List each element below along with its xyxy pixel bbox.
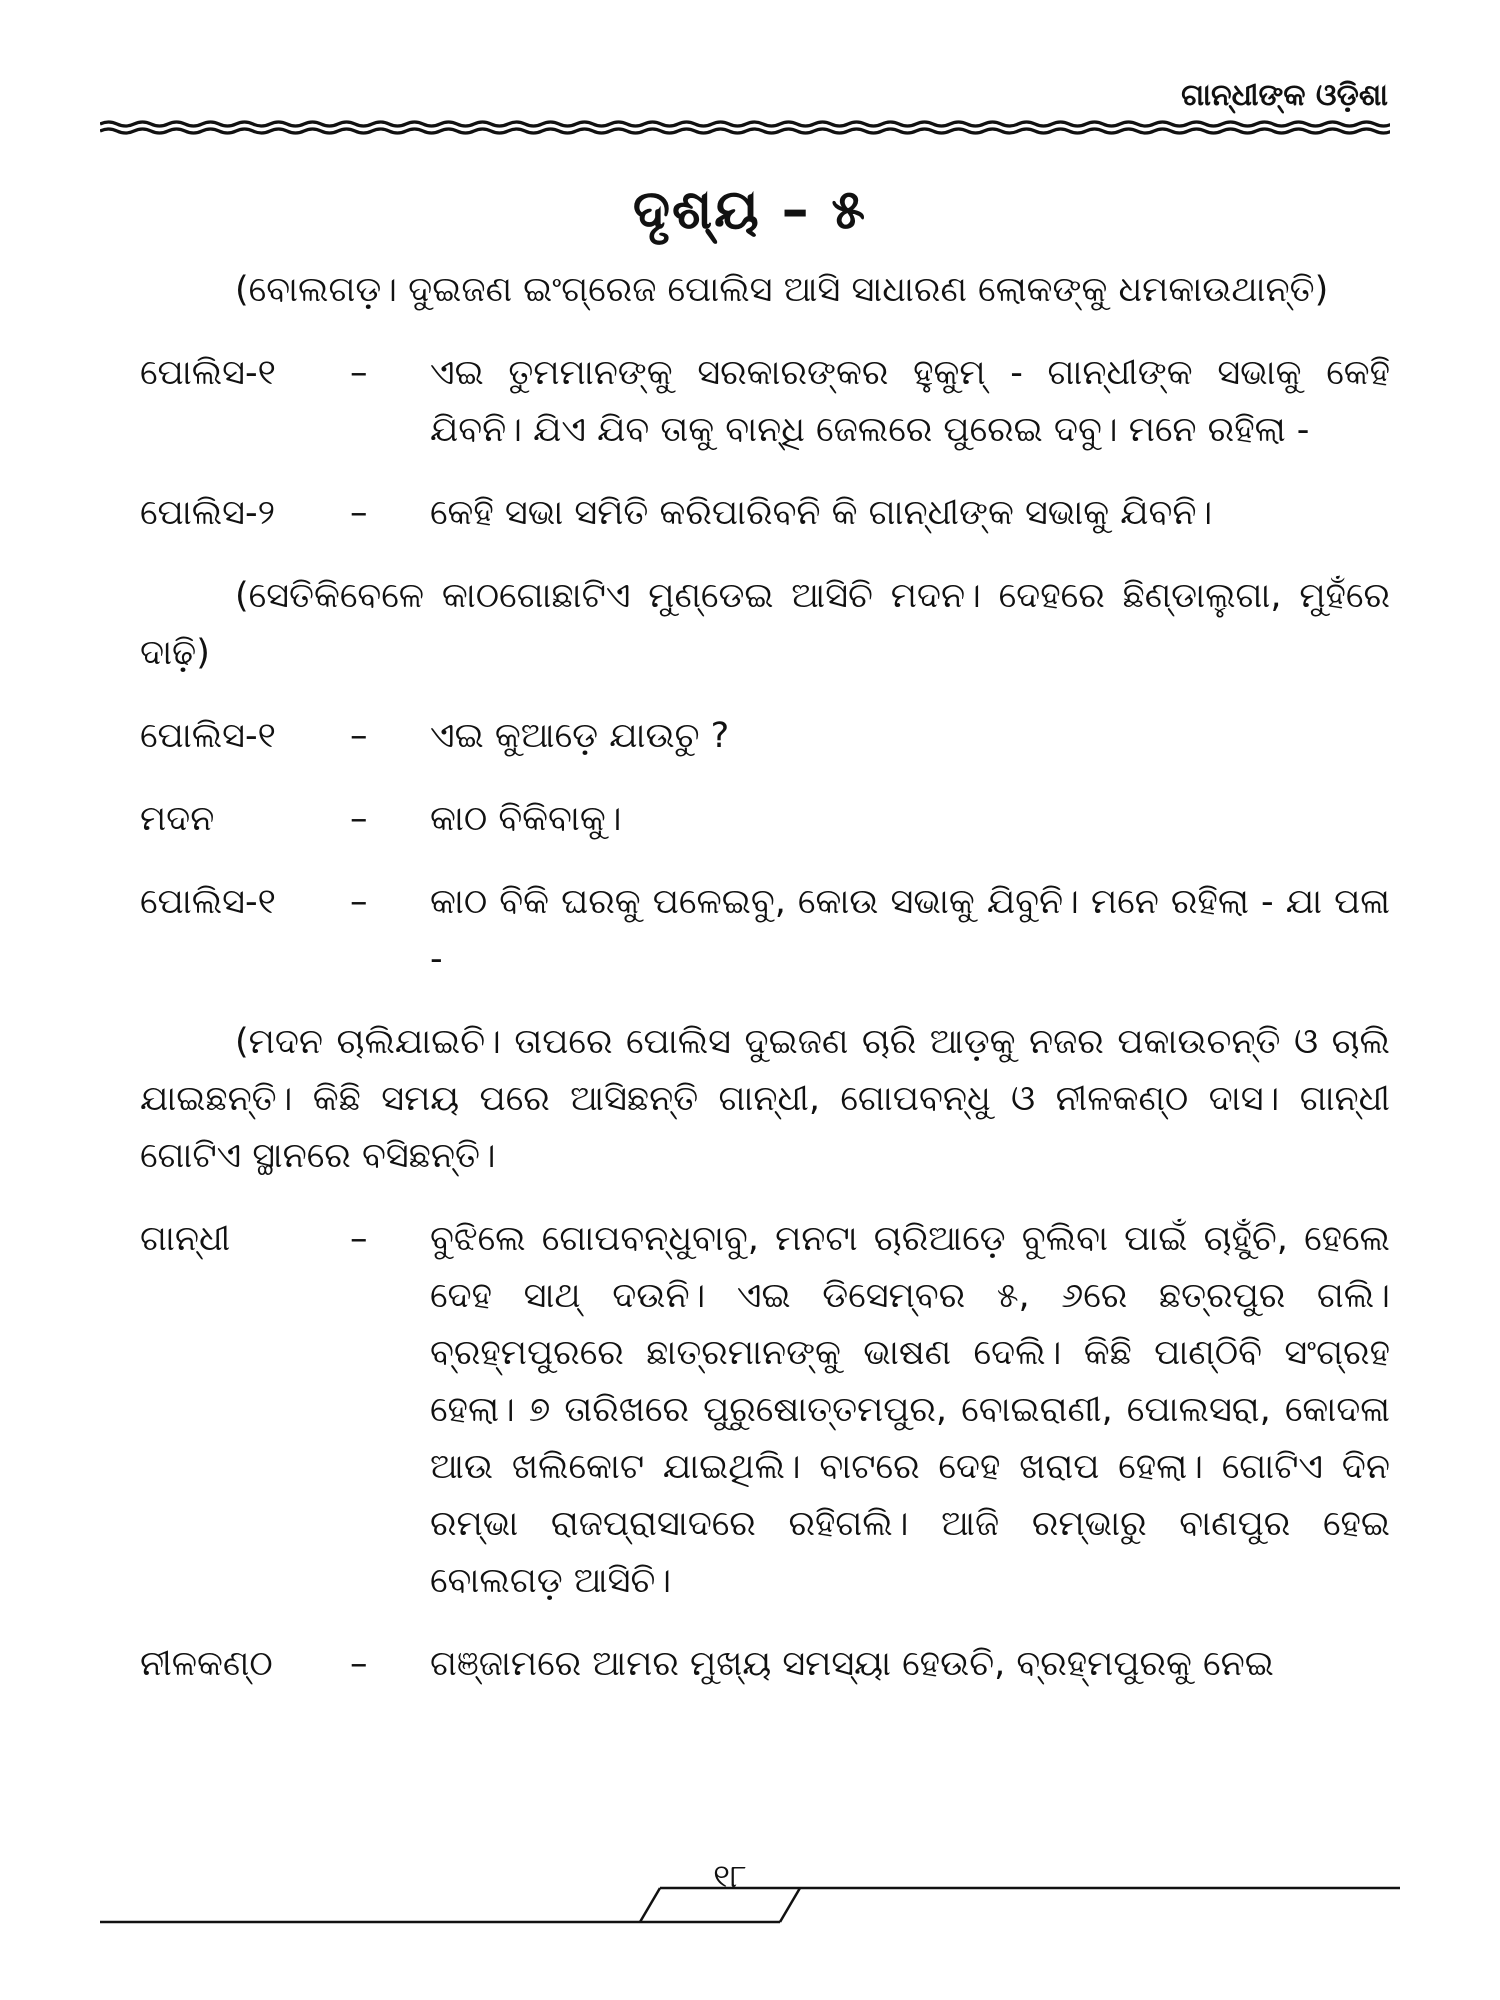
speaker-name: ନୀଳକଣ୍ଠ [140,1644,273,1684]
dialogue-line: କାଠ ବିକି ଘରକୁ ପଳେଇବୁ, କୋଉ ସଭାକୁ ଯିବୁନି। ମନେ ରହିଲା - ଯା ପଳା - [430,882,1390,979]
speaker-name: ପୋଲିସ-୨ [140,493,276,533]
stage-direction: (ସେତିକିବେଳେ କାଠଗୋଛାଟିଏ ମୁଣ୍ଡେଇ ଆସିଚି ମଦନ। ଦେହରେ ଛିଣ୍ଡାଲୁଗା, ମୁହଁରେ ଦାଢ଼ି) [140,576,1390,673]
speaker-name: ଗାନ୍ଧୀ [140,1219,231,1259]
dialogue-row [140,874,1390,988]
wavy-header-rule [100,116,1390,138]
stage-direction: (ବୋଲଗଡ଼। ଦୁଇଜଣ ଇଂଗ୍ରେଜ ପୋଲିସ ଆସି ସାଧାରଣ ଲୋକଙ୍କୁ ଧମକାଉଥାନ୍ତି) [235,270,1329,310]
speaker-dash: – [350,353,368,393]
speaker-dash: – [350,1644,368,1684]
dialogue-row [140,345,1390,459]
speaker-dash: – [350,1219,368,1259]
dialogue-line: କାଠ ବିକିବାକୁ। [430,799,622,839]
speaker-dash: – [350,882,368,922]
dialogue-line: ଏଇ ତୁମମାନଙ୍କୁ ସରକାରଙ୍କର ହୁକୁମ୍ - ଗାନ୍ଧୀଙ୍କ ସଭାକୁ କେହି ଯିବନି। ଯିଏ ଯିବ ତାକୁ ବାନ୍ଧି ଜେଲରେ ପୁରେଇ ଦବୁ। ମନେ ରହିଲା - [430,353,1390,450]
scene-title: ଦୃଶ୍ୟ – ୫ [632,178,868,241]
dialogue-line: ବୁଝିଲେ ଗୋପବନ୍ଧୁବାବୁ, ମନଟା ଚାରିଆଡ଼େ ବୁଲିବା ପାଇଁ ଚାହୁଁଚି, ହେଲେ ଦେହ ସାଥ୍ ଦଉନି। ଏଇ ଡିସେମ୍ବର ୫, ୬ରେ ଛତ୍ରପୁର ଗଲି। ବ୍ରହ୍ମପୁରରେ ଛାତ୍ରମାନଙ୍କୁ ଭାଷଣ ଦେଲି। କିଛି ପାଣ୍ଠିବି ସଂଗ୍ରହ ହେଲା। ୭ ତାରିଖରେ ପୁରୁଷୋତ୍ତମପୁର, ବୋଇରାଣୀ, ପୋଲସରା, କୋଦଳା ଆଉ ଖଲିକୋଟ ଯାଇଥିଲି। ବାଟରେ ଦେହ ଖରାପ ହେଲା। ଗୋଟିଏ ଦିନ ରମ୍ଭା ରାଜପ୍ରାସାଦରେ ରହିଗଲି। ଆଜି ରମ୍ଭାରୁ ବାଣପୁର ହେଇ ବୋଲଗଡ଼ ଆସିଚି। [430,1219,1390,1601]
speaker-dash: – [350,493,368,533]
speaker-name: ପୋଲିସ-୧ [140,882,276,922]
dialogue-row [140,485,1390,542]
speaker-dash: – [350,716,368,756]
speaker-dash: – [350,799,368,839]
running-header: ଗାନ୍ଧୀଙ୍କ ଓଡ଼ିଶା [1181,78,1388,113]
speaker-name: ପୋଲିସ-୧ [140,716,276,756]
dialogue-line: ଏଇ କୁଆଡ଼େ ଯାଉଚୁ ? [430,716,730,756]
script-body [140,262,1390,1719]
dialogue-row [140,1636,1390,1693]
speaker-name: ମଦନ [140,799,215,839]
dialogue-line: କେହି ସଭା ସମିତି କରିପାରିବନି କି ଗାନ୍ଧୀଙ୍କ ସଭାକୁ ଯିବନି। [430,493,1213,533]
page-number: ୧୮ [713,1857,747,1895]
dialogue-row [140,791,1390,848]
dialogue-row [140,1211,1390,1610]
stage-direction: (ମଦନ ଚାଲିଯାଇଚି। ତାପରେ ପୋଲିସ ଦୁଇଜଣ ଚାରି ଆଡ଼କୁ ନଜର ପକାଉଚନ୍ତି ଓ ଚାଲି ଯାଇଛନ୍ତି। କିଛି ସମୟ ପରେ ଆସିଛନ୍ତି ଗାନ୍ଧୀ, ଗୋପବନ୍ଧୁ ଓ ନୀଳକଣ୍ଠ ଦାସ। ଗାନ୍ଧୀ ଗୋଟିଏ ସ୍ଥାନରେ ବସିଛନ୍ତି। [140,1022,1390,1176]
dialogue-row [140,708,1390,765]
dialogue-line: ଗଞ୍ଜାମରେ ଆମର ମୁଖ୍ୟ ସମସ୍ୟା ହେଉଚି, ବ୍ରହ୍ମପୁରକୁ ନେଇ [430,1644,1274,1684]
speaker-name: ପୋଲିସ-୧ [140,353,276,393]
